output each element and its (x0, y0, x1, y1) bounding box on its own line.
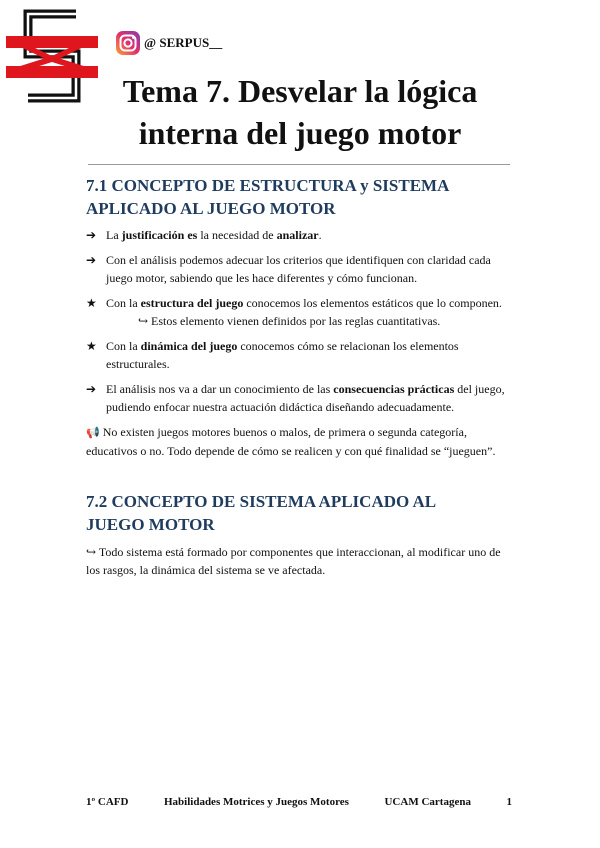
section-1-heading: 7.1 CONCEPTO DE ESTRUCTURA y SISTEMA APLICADO AL JUEGO MOTOR (86, 176, 450, 218)
instagram-icon (115, 30, 141, 56)
instagram-handle: @ SERPUS__ (144, 35, 223, 50)
list-item: ➔ Con el análisis podemos adecuar los criterios que identifiquen con claridad cada juego motor, sabiendo que les hace diferentes y cómo funcionan. (86, 253, 491, 285)
page-number: 1 (506, 796, 512, 808)
footer-university: UCAM Cartagena (384, 796, 471, 808)
footer-course: 1º CAFD (86, 796, 129, 808)
arrow-bullet-icon: ➔ (86, 228, 97, 242)
document-body (86, 174, 512, 579)
megaphone-icon: 📢 (86, 427, 100, 439)
star-bullet-icon: ★ (86, 339, 97, 353)
footer-subject: Habilidades Motrices y Juegos Motores (163, 796, 349, 808)
list-item: ★ Con la dinámica del juego conocemos cómo se relacionan los elementos estructurales. (86, 339, 459, 371)
section-2-text: ↪ Todo sistema está formado por componentes que interaccionan, al modificar uno de los rasgos, la dinámica del sistema se ve afectada. (86, 545, 501, 577)
section-2-heading: 7.2 CONCEPTO DE SISTEMA APLICADO AL JUEGO MOTOR (86, 492, 437, 534)
note-paragraph: 📢 No existen juegos motores buenos o malos, de primera o segunda categoría, educativos o no. Todo depende de cómo se realicen y con qué finalidad se “jueguen”. (86, 425, 496, 458)
title-line-1: Tema 7. Desvelar la lógica (122, 73, 478, 109)
list-item: ➔ El análisis nos va a dar un conocimiento de las consecuencias prácticas del juego, pudiendo enfocar nuestra actuación didáctica diseñando adecuadamente. (86, 382, 505, 414)
page-title (100, 70, 500, 154)
star-bullet-icon: ★ (86, 296, 97, 310)
title-divider (88, 164, 510, 165)
sub-point: ↪ Estos elemento vienen definidos por las reglas cuantitativas. (138, 314, 441, 328)
list-item: ➔ La justificación es la necesidad de analizar. (86, 228, 322, 242)
arrow-bullet-icon: ➔ (86, 253, 97, 267)
serpus-logo (6, 4, 98, 108)
title-line-2: interna del juego motor (138, 115, 462, 151)
list-item: ★ Con la estructura del juego conocemos los elementos estáticos que lo componen. ↪ Estos elemento vienen definidos por las reglas cuantitativas. (86, 296, 502, 328)
instagram-credit (115, 30, 222, 56)
arrow-bullet-icon: ➔ (86, 382, 97, 396)
page-footer (86, 796, 512, 808)
